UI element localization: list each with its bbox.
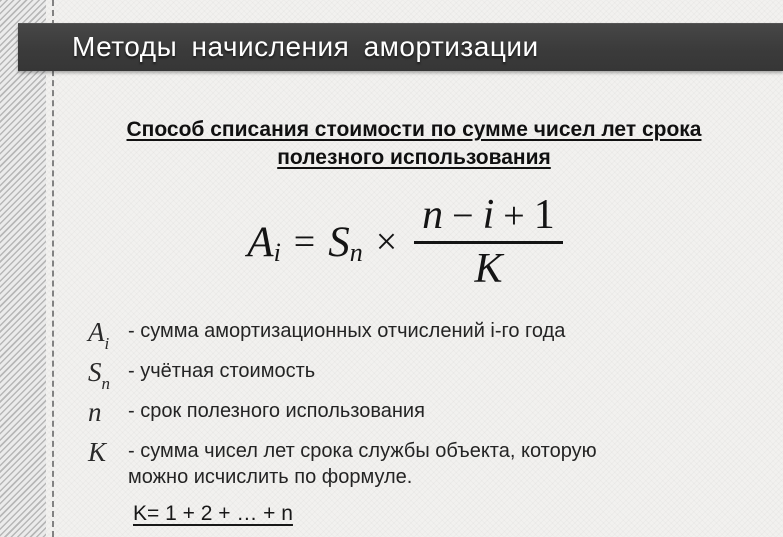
formula-rhs-subscript: n xyxy=(349,237,363,267)
numerator-var-n: n xyxy=(422,192,444,238)
left-hatch-strip xyxy=(0,0,46,537)
definition-row-n xyxy=(88,398,728,426)
subtitle-line-1: Способ списания стоимости по сумме чисел лет срока xyxy=(126,118,702,141)
subtitle xyxy=(64,116,764,172)
definition-text-n xyxy=(128,398,425,424)
numerator-var-i: i xyxy=(482,192,495,238)
definition-symbol-n-base: n xyxy=(88,397,102,427)
definition-symbol-k-base: K xyxy=(88,437,107,467)
numerator-minus-sign: − xyxy=(452,195,474,237)
subtitle-line-2-wrap xyxy=(64,144,764,172)
subtitle-line-2: полезного использования xyxy=(277,146,551,169)
definition-row-k xyxy=(88,438,728,490)
fraction-numerator xyxy=(414,194,563,241)
numerator-constant: 1 xyxy=(533,192,555,238)
definition-symbol-s xyxy=(88,357,128,393)
title-bar xyxy=(18,23,783,71)
definition-row-s xyxy=(88,357,728,393)
formula-lhs-subscript: i xyxy=(273,237,281,267)
definition-text-k xyxy=(128,438,597,490)
definitions-list xyxy=(88,318,728,502)
definition-text-a xyxy=(128,318,565,344)
slide-title: Методы начисления амортизации xyxy=(72,31,539,62)
formula-equals-sign: = xyxy=(293,221,316,263)
definition-symbol-a-sub: i xyxy=(104,333,110,353)
definition-text-s xyxy=(128,358,315,384)
definition-row-a xyxy=(88,317,728,353)
k-sum-formula: K= 1 + 2 + … + n xyxy=(133,502,293,525)
definition-text-k-line2: можно исчислить по формуле. xyxy=(128,466,413,488)
definition-symbol-n xyxy=(88,398,128,426)
definition-text-s-line1: - учётная стоимость xyxy=(128,360,316,382)
main-formula xyxy=(55,194,755,290)
formula-multiply-sign: × xyxy=(375,221,398,263)
formula-fraction xyxy=(414,194,563,290)
definition-symbol-a xyxy=(88,317,128,353)
formula-lhs-symbol: A xyxy=(247,218,274,266)
definition-symbol-s-sub: n xyxy=(101,373,110,393)
definition-text-n-line1: - срок полезного использования xyxy=(128,400,425,422)
fraction-denominator: K xyxy=(474,246,503,292)
definition-text-k-line1: - сумма чисел лет срока службы объекта, которую xyxy=(128,440,597,462)
formula-rhs-symbol: S xyxy=(328,218,350,266)
definition-symbol-k xyxy=(88,438,128,466)
subtitle-line-1-wrap xyxy=(64,116,764,144)
numerator-plus-sign: + xyxy=(503,195,525,237)
vertical-dashed-divider xyxy=(52,0,54,537)
definition-symbol-s-base: S xyxy=(88,357,102,387)
definition-text-a-line1: - сумма амортизационных отчислений i-го года xyxy=(128,320,566,342)
definition-symbol-a-base: A xyxy=(88,317,105,347)
